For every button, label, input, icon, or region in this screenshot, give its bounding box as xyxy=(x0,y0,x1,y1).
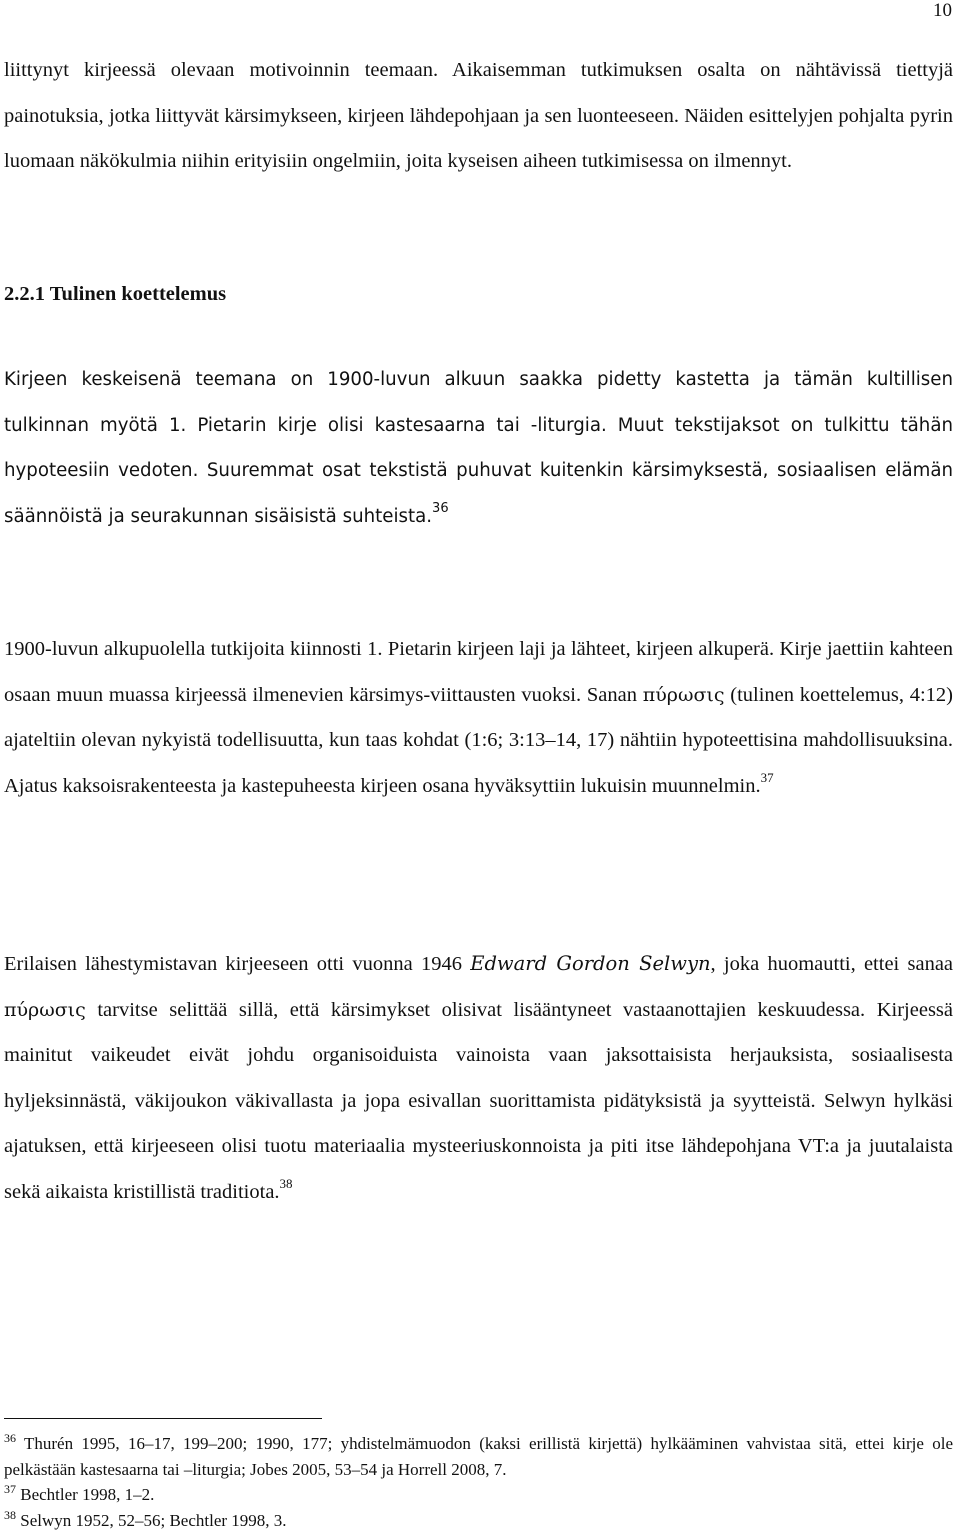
footnote-separator xyxy=(4,1418,322,1419)
intro-paragraph xyxy=(4,48,953,185)
footnote-number: 37 xyxy=(4,1482,16,1496)
footnote-38 xyxy=(4,1508,953,1534)
footnote-ref-36[interactable]: 36 xyxy=(432,500,449,516)
paragraph-selwyn xyxy=(4,941,953,1215)
footnote-text: Bechtler 1998, 1–2. xyxy=(20,1485,155,1504)
greek-term: πύρωσις xyxy=(642,683,725,706)
footnote-text: Selwyn 1952, 52–56; Bechtler 1998, 3. xyxy=(20,1510,287,1530)
greek-term: πύρωσις xyxy=(4,998,86,1021)
footnotes xyxy=(4,1431,953,1533)
paragraph-b-text-1: 1900-luvun alkupuolella tutkijoita kiinnosti 1. Pietarin kirjeen laji ja lähteet, kirjeen alkuperä. Kirje jaettiin kahteen osaan muun muassa kirjeessä ilmenevien kärsimys-viittausten vuoksi. Sanan xyxy=(4,638,953,706)
paragraph-c-text-1: Erilaisen lähestymistavan kirjeeseen otti vuonna 1946 xyxy=(4,953,471,975)
footnote-ref-38[interactable]: 38 xyxy=(279,1175,293,1191)
paragraph-c-text-2: , joka huomautti, ettei sanaa xyxy=(710,953,954,975)
footnote-text: Thurén 1995, 16–17, 199–200; 1990, 177; yhdistelmämuodon (kaksi erillistä kirjettä) hylkääminen vahvistaa sitä, ettei kirje ole pelkästään kastesaarna tai –liturgia; Jobes 2005, 53–54 ja Horrell 2008, 7. xyxy=(4,1434,953,1479)
footnote-37 xyxy=(4,1482,953,1508)
paragraph-kaste-theme xyxy=(4,357,953,539)
footnote-36 xyxy=(4,1431,953,1482)
paragraph-early-research xyxy=(4,627,953,809)
intro-text: liittynyt kirjeessä olevaan motivoinnin teemaan. Aikaisemman tutkimuksen osalta on nähtävissä tiettyjä painotuksia, jotka liittyvät kärsimykseen, kirjeen lähdepohjaan ja sen luonteeseen. Näiden esittelyjen pohjalta pyrin luomaan näkökulmia niihin erityisiin ongelmiin, joita kyseisen aiheen tutkimisessa on ilmennyt. xyxy=(4,59,953,172)
paragraph-a-text: Kirjeen keskeisenä teemana on 1900-luvun alkuun saakka pidetty kastetta ja tämän kultillisen tulkinnan myötä 1. Pietarin kirje olisi kastesaarna tai -liturgia. Muut tekstijaksot on tulkittu tähän hypoteesiin vedoten. Suuremmat osat tekstistä puhuvat kuitenkin kärsimyksestä, sosiaalisen elämän säännöistä ja seurakunnan sisäisistä suhteista. xyxy=(4,369,953,527)
footnote-number: 38 xyxy=(4,1507,16,1522)
footnote-ref-37[interactable]: 37 xyxy=(760,769,774,785)
author-name: Edward Gordon Selwyn xyxy=(470,952,711,975)
footnote-number: 36 xyxy=(4,1431,16,1445)
paragraph-c-text-3: tarvitse selittää sillä, että kärsimykset olisivat lisääntyneet vastaanottajien keskuudessa. Kirjeessä mainitut vaikeudet eivät johdu organisoiduista vainoista vaan jaksottaisista herjauksista, sosiaalisesta hyljeksinnästä, väkijoukon väkivallasta ja jopa esivallan suorittamista pidätyksistä ja syytteistä. Selwyn hylkäsi ajatuksen, että kirjeeseen olisi tuotu materiaalia mysteeriuskonnoista ja piti itse lähdepohjana VT:a ja juutalaista sekä aikaista kristillistä traditiota. xyxy=(4,998,953,1203)
paragraph-b-text-2: (tulinen koettelemus, 4:12) ajateltiin olevan nykyistä todellisuutta, kun taas kohdat (1:6; 3:13–14, 17) nähtiin hypoteettisina mahdollisuuksina. Ajatus kaksoisrakenteesta ja kastepuheesta kirjeen osana hyväksyttiin lukuisin muunnelmin. xyxy=(4,683,954,797)
section-heading: 2.2.1 Tulinen koettelemus xyxy=(4,283,227,305)
page-number: 10 xyxy=(933,0,952,21)
